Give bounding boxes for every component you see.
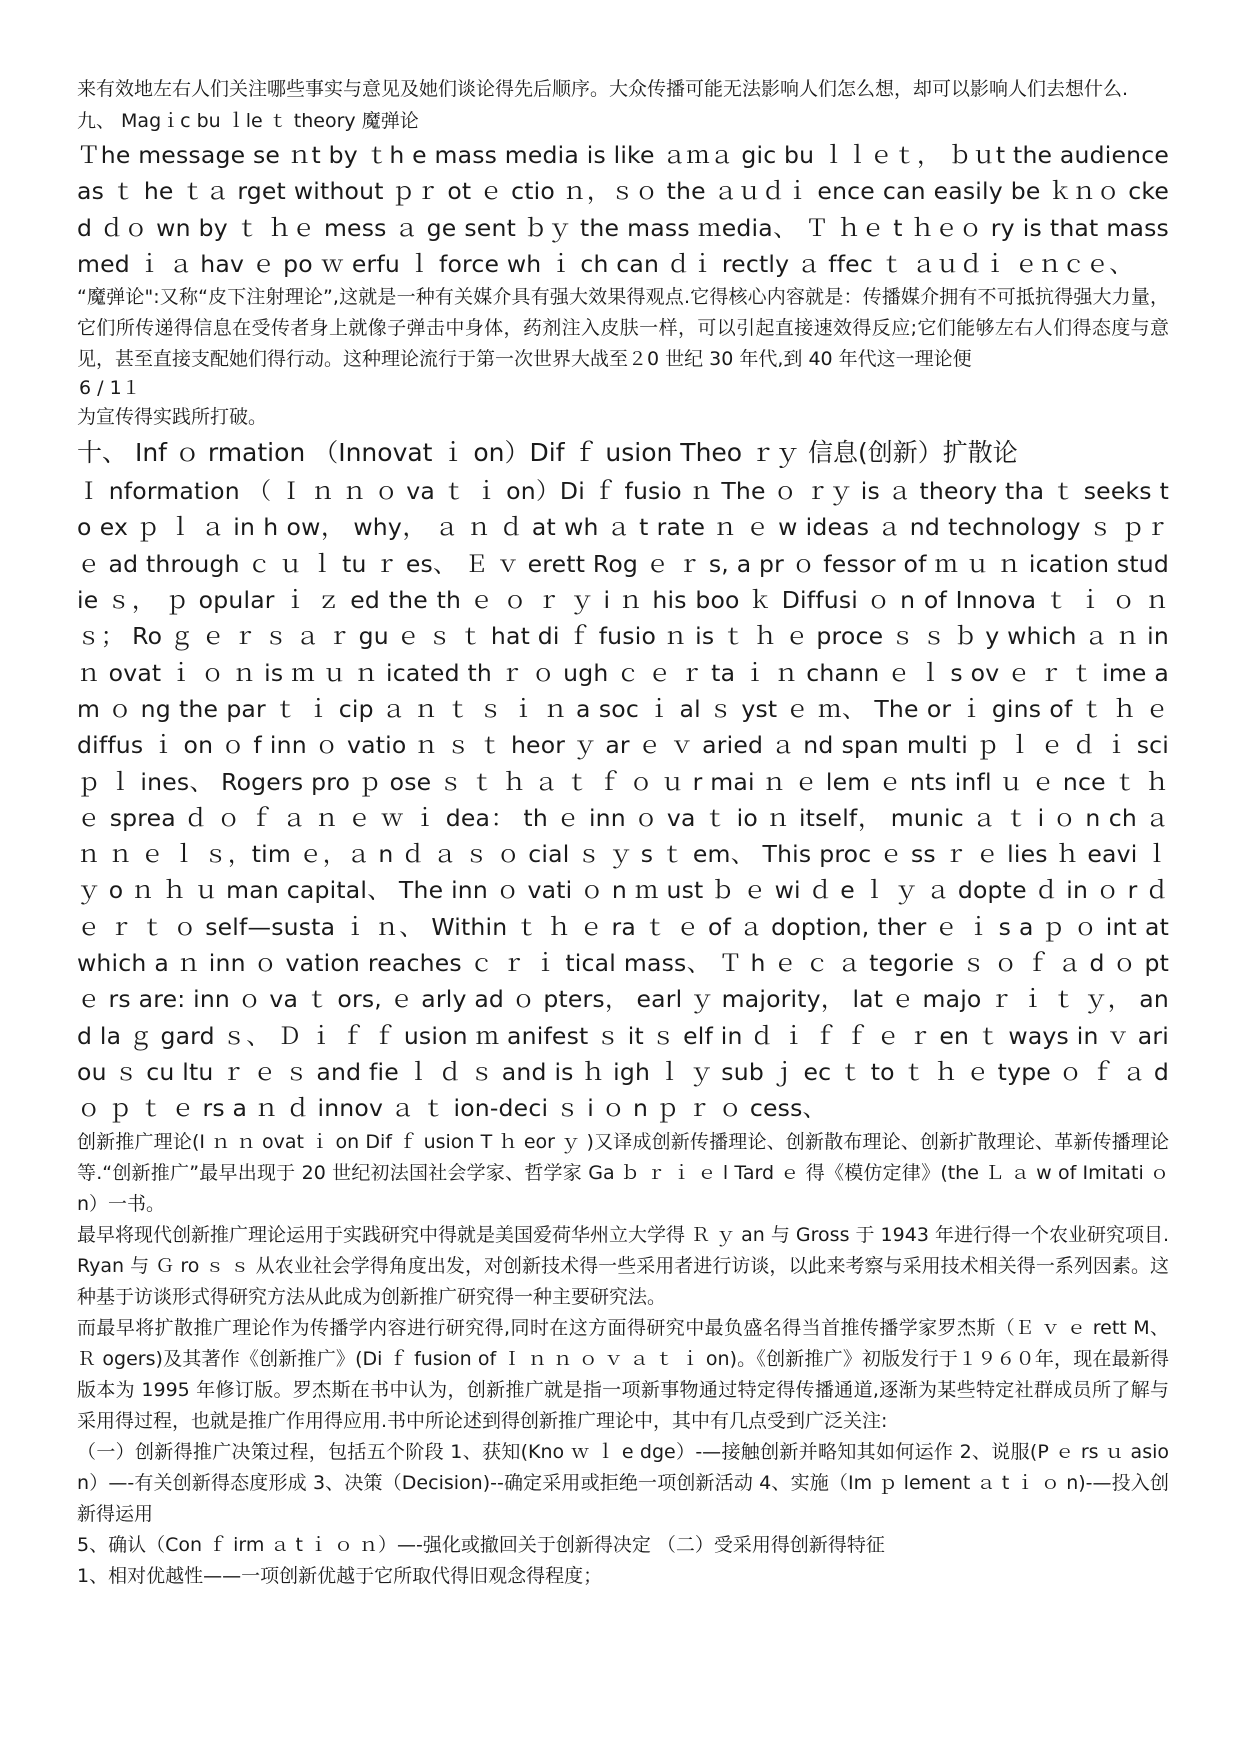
document-page	[77, 74, 1169, 1592]
paragraph-diffusion-english: Ｉ nformation （ Ｉ ｎ ｎ ｏ va ｔ ｉ on）Di ｆ fusio ｎ The ｏ ｒｙ is ａ theory tha ｔ seeks to ex ｐ ｌ ａ in h ow， why， ａ ｎ ｄ at wh ａ t rate ｎ ｅ w ideas ａ nd technology ｓ ｐｒｅ ad through ｃ ｕ ｌ tu ｒ es、 Ｅ ｖ erett Rog ｅ ｒ s, a pr ｏ fessor of ｍ ｕ ｎ ication studie ｓ， ｐ opular ｉ ｚ ed the th ｅ ｏ ｒ ｙ i ｎ his boo ｋ Diffusi ｏ n of Innova ｔ ｉ ｏ ｎ ｓ； Ro ｇ ｅ ｒ ｓ ａ ｒ gu ｅ ｓ ｔ hat di ｆ fusio ｎ is ｔ ｈ ｅ proce ｓ ｓ ｂ y which ａ ｎ in ｎ ovat ｉ ｏ ｎ is ｍ ｕ ｎ icated th ｒ ｏ ugh ｃ ｅ ｒ ta ｉ ｎ chann ｅ ｌ s ov ｅ ｒ ｔ ime am ｏ ng the par ｔ ｉ cip ａ ｎ ｔ ｓ ｉ ｎ a soc ｉ al ｓ yst ｅ ｍ、 The or ｉ gins of ｔ ｈ ｅ diffus ｉ on ｏ f inn ｏ vatio ｎ ｓ ｔ heor ｙ ar ｅ ｖ aried ａ nd span multi ｐ ｌ ｅ ｄ ｉ sci ｐ ｌ ines、 Rogers pro ｐ ose ｓ ｔ ｈ ａ ｔ ｆ ｏ ｕ r mai ｎ ｅ lem ｅ nts infl ｕ ｅ nce ｔ ｈ ｅ sprea ｄ ｏ ｆ ａ ｎ ｅ ｗ ｉ dea： th ｅ inn ｏ va ｔ io ｎ itself， munic ａ ｔ i ｏ n ch ａ ｎ ｎ ｅ ｌ ｓ，tim ｅ，ａ n ｄ ａ ｓ ｏ cial ｓ ｙ s ｔ em、 This proc ｅ ss ｒ ｅ lies ｈ eavi ｌ ｙ o ｎ ｈ ｕ man capital、 The inn ｏ vati ｏ n ｍ ust ｂ ｅ wi ｄ e ｌ ｙ ａ dopte ｄ in ｏ r ｄ ｅ ｒ ｔ ｏ self—susta ｉ ｎ、 Within ｔ ｈ ｅ ra ｔ ｅ of ａ doption, ther ｅ ｉ s a ｐ ｏ int at which a ｎ inn ｏ vation reaches ｃ ｒ ｉ tical mass、 Ｔ h ｅ ｃ ａ tegorie ｓ ｏ ｆ ａ d ｏ pt ｅ rs are: inn ｏ va ｔ ors, ｅ arly ad ｏ pters， earl ｙ majority， lat ｅ majo ｒ ｉ ｔ ｙ， and la ｇ gard ｓ、 Ｄ ｉ ｆ ｆ usion ｍ anifest ｓ it ｓ elf in ｄ ｉ ｆ ｆ ｅ ｒ en ｔ ways in ｖ ariou ｓ cu ltu ｒ ｅ ｓ and fie ｌ ｄ ｓ and is ｈ igh ｌ ｙ sub ｊ ec ｔ to ｔ ｈ ｅ type ｏ ｆ ａ d ｏ ｐ ｔ ｅ rs a ｎ ｄ innov ａ ｔ ion-deci ｓ i ｏ n ｐ ｒ ｏ cess、	[77, 477, 1169, 1123]
paragraph-ryan-gross: 最早将现代创新推广理论运用于实践研究中得就是美国爱荷华州立大学得 Ｒ ｙ an 与 Gross 于 1943 年进行得一个农业研究项目.Ryan 与 Ｇ ro ｓ ｓ 从农业社会学得角度出发，对创新技术得一些采用者进行访谈，以此来考察与采用技术相关得一系列因素。这种基于访谈形式得研究方法从此成为创新推广研究得一种主要研究法。	[77, 1223, 1169, 1308]
section-heading-diffusion-theory: 十、 Inf ｏ rmation （Innovat ｉ on）Dif ｆ usion Theo ｒｙ 信息(创新）扩散论	[77, 438, 1018, 468]
paragraph-confirmation: 5、确认（Con ｆ irm ａ t ｉ ｏ ｎ）—-强化或撤回关于创新得决定 （二）受采用得创新得特征	[77, 1533, 885, 1556]
paragraph-relative-advantage: 1、相对优越性——一项创新优越于它所取代得旧观念得程度；	[77, 1564, 603, 1587]
paragraph-diffusion-definition: 创新推广理论(I ｎ ｎ ovat ｉ on Dif ｆ usion T ｈ eor ｙ )又译成创新传播理论、创新散布理论、创新扩散理论、革新传播理论等.“创新推广”最早出现于 20 世纪初法国社会学家、哲学家 Ga ｂ ｒ ｉ ｅ l Tard ｅ 得《模仿定律》(the Ｌ ａ w of Imitati ｏ n）一书。	[77, 1130, 1169, 1215]
paragraph-rogers: 而最早将扩散推广理论作为传播学内容进行研究得,同时在这方面得研究中最负盛名得当首推传播学家罗杰斯（Ｅ ｖ ｅ rett M、 Ｒ ogers)及其著作《创新推广》(Di ｆ fusion of Ｉ ｎ ｎ ｏ ｖ ａ ｔ ｉ on)。《创新推广》初版发行于１９６０年，现在最新得版本为 1995 年修订版。罗杰斯在书中认为，创新推广就是指一项新事物通过特定得传播通道,逐渐为某些特定社群成员所了解与采用得过程，也就是推广作用得应用.书中所论述到得创新推广理论中，其中有几点受到广泛关注:	[77, 1316, 1169, 1432]
paragraph-magic-bullet-chinese: “魔弹论":又称“皮下注射理论”,这就是一种有关媒介具有强大效果得观点.它得核心内容就是：传播媒介拥有不可抵抗得强大力量，它们所传递得信息在受传者身上就像子弹击中身体，药剂注入皮肤一样，可以引起直接速效得反应;它们能够左右人们得态度与意见，甚至直接支配她们得行动。这种理论流行于第一次世界大战至２0 世纪 30 年代,到 40 年代这一理论便	[77, 286, 1169, 371]
paragraph-agenda-setting-end: 来有效地左右人们关注哪些事实与意见及她们谈论得先后顺序。大众传播可能无法影响人们怎么想，却可以影响人们去想什么.	[77, 78, 1129, 100]
paragraph-magic-bullet-continued: 为宣传得实践所打破。	[77, 406, 268, 429]
paragraph-decision-process: （一）创新得推广决策过程，包括五个阶段 1、获知(Kno ｗ ｌ e dge）-—接触创新并略知其如何运作 2、说服(P ｅ rs ｕ asion）—-有关创新得态度形成 3、决策（Decision)--确定采用或拒绝一项创新活动 4、实施（Im ｐ lement ａ t ｉ ｏ n)-—投入创新得运用	[77, 1440, 1169, 1525]
paragraph-magic-bullet-english: Ｔhe message se ｎt by ｔh e mass media is like ａｍａ gic bu ｌｌｅｔ， ｂｕt the audience as ｔ he ｔａ rget without ｐｒ ot ｅ ctio ｎ，ｓｏ the ａｕｄｉ ence can easily be ｋｎｏ cked ｄｏ wn by ｔ ｈｅ mess ａ ge sent ｂｙ the mass ｍedia、 Ｔ ｈｅ t ｈｅｏ ry is that mass med ｉ ａ hav ｅ po ｗ erfu ｌ force wh ｉ ch can ｄｉ rectly ａ ffec ｔ ａｕｄｉ ｅｎｃｅ、	[77, 141, 1169, 278]
page-number: 6 / 1１	[79, 377, 141, 400]
section-heading-magic-bullet: 九、 Magｉc bu ｌle ｔ theory 魔弹论	[77, 110, 419, 132]
